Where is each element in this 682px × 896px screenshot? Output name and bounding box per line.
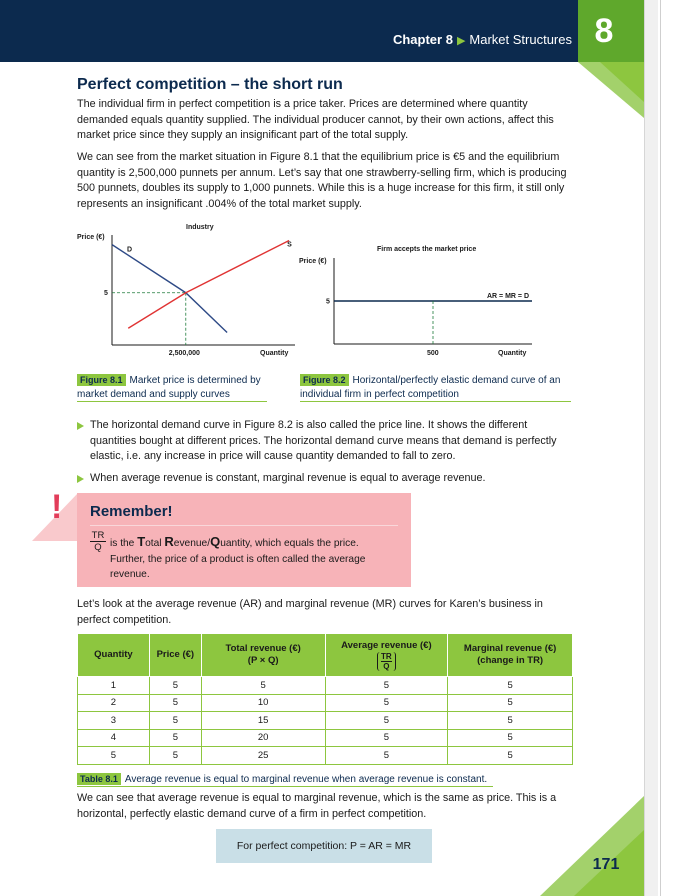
page-number: 171 bbox=[592, 856, 620, 873]
cell-marginal-revenue: 5 bbox=[448, 677, 573, 695]
caption-underline bbox=[300, 401, 571, 402]
fig2-title: Firm accepts the market price bbox=[377, 246, 477, 253]
exclamation-icon: ! bbox=[51, 488, 63, 526]
figure-8-2-caption bbox=[300, 373, 575, 402]
fig1-series-label: D bbox=[127, 246, 133, 254]
tr-over-q-fraction bbox=[90, 530, 106, 553]
cell-quantity: 1 bbox=[78, 677, 150, 695]
header-marginal-revenue bbox=[448, 634, 573, 677]
fig1-ylabel: Price (€) bbox=[77, 234, 105, 241]
revenue-table bbox=[77, 633, 573, 765]
fraction-denominator: Q bbox=[94, 542, 102, 553]
table-tag: Table 8.1 bbox=[77, 773, 121, 785]
cell-average-revenue: 5 bbox=[325, 747, 448, 765]
fraction-numerator: TR bbox=[381, 651, 392, 661]
figure-8-1-caption bbox=[77, 373, 287, 402]
remember-text-part: Further, the price of a product is often called the average revenue. bbox=[110, 553, 366, 580]
remember-title: Remember! bbox=[90, 503, 173, 520]
cell-marginal-revenue: 5 bbox=[448, 729, 573, 747]
header-mr-sub: (change in TR) bbox=[477, 655, 544, 666]
fig2-plot-area bbox=[326, 293, 532, 357]
figure-tag: Figure 8.1 bbox=[77, 374, 126, 386]
cell-price: 5 bbox=[149, 677, 201, 695]
header-total-revenue bbox=[201, 634, 325, 677]
bullet-arrow-icon bbox=[77, 422, 84, 430]
header-quantity: Quantity bbox=[78, 634, 150, 677]
cell-average-revenue: 5 bbox=[325, 677, 448, 695]
cell-marginal-revenue: 5 bbox=[448, 712, 573, 730]
cell-quantity: 4 bbox=[78, 729, 150, 747]
paragraph-2: We can see from the market situation in Figure 8.1 that the equilibrium price is €5 and the equilibrium quantity is 2,500,000 punnets per annum. Let’s say that one strawberry-selling firm, which is producing 500 punnets, doubles its supply to 1,000 punnets. While this is a huge increase for this firm, it still only represents an insignificant .004% of the total market supply. bbox=[77, 151, 567, 210]
page-edge-margin bbox=[660, 0, 682, 896]
header-tr-label: Total revenue (€) bbox=[225, 643, 301, 654]
emphasis-letter: Q bbox=[210, 534, 221, 549]
caption-underline bbox=[77, 401, 267, 402]
cell-average-revenue: 5 bbox=[325, 694, 448, 712]
remember-text-part: is the bbox=[110, 538, 138, 549]
cell-marginal-revenue: 5 bbox=[448, 694, 573, 712]
bullet-text: When average revenue is constant, marginal revenue is equal to average revenue. bbox=[90, 472, 486, 484]
caption-text: Average revenue is equal to marginal revenue when average revenue is constant. bbox=[124, 774, 488, 785]
section-heading: Perfect competition – the short run bbox=[77, 76, 343, 93]
cell-total-revenue: 15 bbox=[201, 712, 325, 730]
figure-8-2-chart bbox=[298, 236, 538, 364]
emphasis-letter: R bbox=[164, 534, 174, 549]
header-band bbox=[0, 0, 578, 62]
formula-box: For perfect competition: P = AR = MR bbox=[216, 829, 432, 863]
remember-text bbox=[110, 534, 390, 583]
cell-price: 5 bbox=[149, 747, 201, 765]
table-row bbox=[78, 694, 573, 712]
table-intro: Let’s look at the average revenue (AR) and marginal revenue (MR) curves for Karen’s business in perfect competition. bbox=[77, 598, 543, 626]
fig1-quantity-tick: 2,500,000 bbox=[168, 350, 200, 357]
fig2-ylabel: Price (€) bbox=[299, 258, 327, 265]
caption-text: Horizontal/perfectly elastic demand curve of an individual firm in perfect competition bbox=[300, 375, 561, 400]
tr-over-q-fraction bbox=[377, 652, 396, 671]
chevron-right-icon: ▶ bbox=[456, 35, 466, 47]
cell-price: 5 bbox=[149, 729, 201, 747]
cell-quantity: 5 bbox=[78, 747, 150, 765]
cell-average-revenue: 5 bbox=[325, 729, 448, 747]
fig1-title: Industry bbox=[186, 224, 214, 231]
cell-price: 5 bbox=[149, 694, 201, 712]
header-tr-sub: (P × Q) bbox=[247, 655, 279, 666]
bullet-item bbox=[77, 471, 571, 487]
caption-text: Market price is determined by market demand and supply curves bbox=[77, 375, 261, 400]
fig1-series-d bbox=[112, 245, 227, 333]
fig2-xlabel: Quantity bbox=[498, 350, 527, 357]
header-ar-label: Average revenue (€) bbox=[341, 639, 432, 651]
table-row bbox=[78, 712, 573, 730]
table-row bbox=[78, 729, 573, 747]
bullet-text: The horizontal demand curve in Figure 8.2 is also called the price line. It shows the different quantities bought at different prices. The horizontal demand curve means that demand is perfectly elastic, i.e. any increase in price will cause quantity demanded to fall to zero. bbox=[90, 419, 557, 462]
cell-total-revenue: 5 bbox=[201, 677, 325, 695]
header-mr-label: Marginal revenue (€) bbox=[463, 643, 557, 654]
emphasis-letter: T bbox=[137, 534, 146, 549]
cell-total-revenue: 20 bbox=[201, 729, 325, 747]
bullet-arrow-icon bbox=[77, 475, 84, 483]
fig2-quantity-tick: 500 bbox=[427, 350, 439, 357]
remember-divider bbox=[90, 525, 398, 526]
section-title: Market Structures bbox=[469, 32, 572, 47]
fig1-xlabel: Quantity bbox=[260, 350, 289, 357]
table-row bbox=[78, 677, 573, 695]
page-edge-strip bbox=[644, 0, 658, 896]
cell-marginal-revenue: 5 bbox=[448, 747, 573, 765]
fig2-series-label: AR = MR = D bbox=[487, 293, 530, 300]
paragraph-1: The individual firm in perfect competition is a price taker. Prices are determined where quantity demanded equals quantity supplied. The individual producer cannot, by their own actions, affect this market price since they supply an insignificant part of the total supply. bbox=[77, 98, 554, 141]
fig1-series-label: S bbox=[287, 241, 292, 249]
cell-total-revenue: 25 bbox=[201, 747, 325, 765]
table-row bbox=[78, 747, 573, 765]
cell-price: 5 bbox=[149, 712, 201, 730]
fig2-price-tick: 5 bbox=[326, 298, 330, 306]
cell-quantity: 3 bbox=[78, 712, 150, 730]
remember-text-part: otal bbox=[145, 538, 165, 549]
conclusion-paragraph: We can see that average revenue is equal to marginal revenue, which is the same as price. This is a horizontal, perfectly elastic demand curve of a firm in perfect competition. bbox=[77, 792, 557, 820]
fraction-numerator: TR bbox=[91, 530, 105, 541]
fig1-plot-area bbox=[104, 240, 292, 357]
table-8-1-caption bbox=[77, 772, 577, 787]
header-average-revenue bbox=[325, 634, 448, 677]
table-header-row bbox=[78, 634, 573, 677]
figure-tag: Figure 8.2 bbox=[300, 374, 349, 386]
remember-text-part: uantity, which equals the price. bbox=[220, 538, 359, 549]
fig1-price-tick: 5 bbox=[104, 290, 108, 298]
fraction-denominator: Q bbox=[383, 661, 390, 671]
caption-underline bbox=[77, 786, 493, 787]
chapter-number: 8 bbox=[594, 12, 614, 50]
running-header bbox=[393, 32, 572, 47]
cell-average-revenue: 5 bbox=[325, 712, 448, 730]
cell-total-revenue: 10 bbox=[201, 694, 325, 712]
figure-8-1-chart bbox=[77, 215, 302, 365]
chapter-label: Chapter 8 bbox=[392, 32, 453, 47]
cell-quantity: 2 bbox=[78, 694, 150, 712]
bullet-item bbox=[77, 418, 571, 465]
header-price: Price (€) bbox=[149, 634, 201, 677]
remember-text-part: evenue/ bbox=[173, 538, 211, 549]
